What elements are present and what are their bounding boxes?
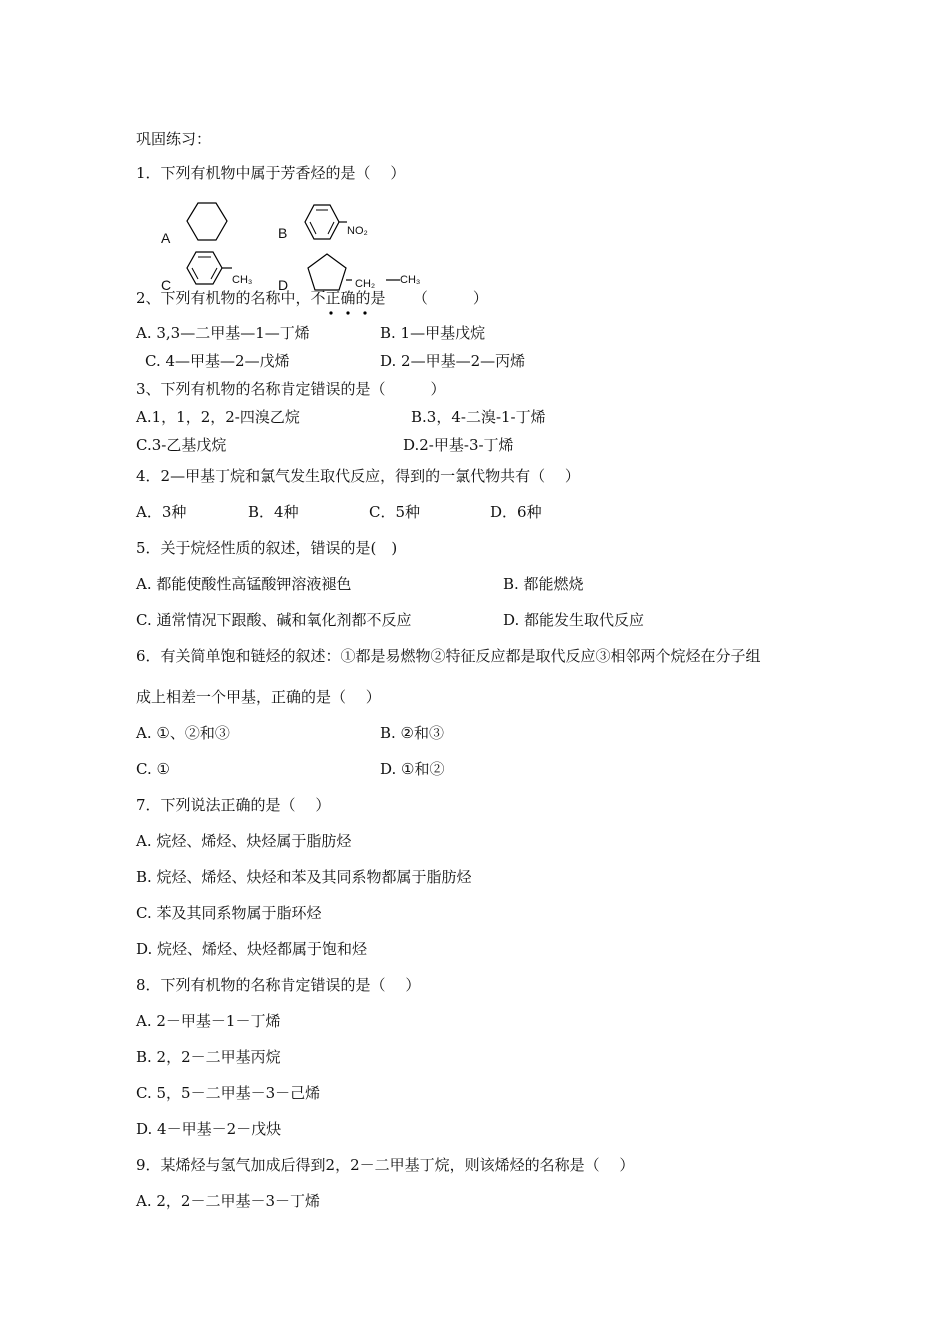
question-6-option-b: B. ②和③ xyxy=(380,724,445,742)
question-2-stem: 2、下列有机物的名称中，不正确的是 （ ） xyxy=(136,289,488,307)
question-5-option-c: C. 通常情况下跟酸、碱和氧化剂都不反应 xyxy=(136,611,412,629)
question-8-option-d: D. 4－甲基－2－戊炔 xyxy=(136,1120,282,1138)
figure-label-b: B xyxy=(278,225,288,241)
question-8-option-c: C. 5，5－二甲基－3－己烯 xyxy=(136,1084,321,1102)
question-8-option-a: A. 2－甲基－1－丁烯 xyxy=(136,1012,281,1030)
cyclohexane-ring-icon xyxy=(187,203,227,240)
question-5-option-d: D. 都能发生取代反应 xyxy=(503,611,645,629)
question-7-stem: 7．下列说法正确的是（ ） xyxy=(136,796,331,814)
question-6-stem-cont: 成上相差一个甲基，正确的是（ ） xyxy=(136,688,381,706)
question-9-option-a: A. 2，2－二甲基－3－丁烯 xyxy=(136,1192,320,1210)
cyclopentane-ring-icon xyxy=(308,254,346,290)
emphasis-dot xyxy=(346,311,349,314)
emphasis-dot xyxy=(329,311,332,314)
question-2-option-b: B. 1—甲基戊烷 xyxy=(380,324,486,342)
question-7-option-a: A. 烷烃、烯烃、炔烃属于脂肪烃 xyxy=(136,832,352,850)
question-3-option-d: D.2-甲基-3-丁烯 xyxy=(403,436,514,454)
substituent-methyl: CH₃ xyxy=(232,274,253,286)
question-4-option-d: D．6种 xyxy=(490,503,542,521)
question-5-stem: 5．关于烷烃性质的叙述，错误的是( ) xyxy=(136,539,398,557)
question-5-option-a: A. 都能使酸性高锰酸钾溶液褪色 xyxy=(136,575,352,593)
question-6-option-c: C. ① xyxy=(136,760,170,778)
question-3-option-a: A.1，1，2，2-四溴乙烷 xyxy=(136,408,300,426)
question-6-option-a: A. ①、②和③ xyxy=(136,724,230,742)
question-3-stem: 3、下列有机物的名称肯定错误的是（ ） xyxy=(136,380,446,398)
question-1-stem: 1．下列有机物中属于芳香烃的是（ ） xyxy=(136,164,406,182)
question-3-option-c: C.3-乙基戊烷 xyxy=(136,436,227,454)
question-2-option-d: D. 2—甲基—2—丙烯 xyxy=(380,352,526,370)
question-2-option-a: A. 3,3—二甲基—1—丁烯 xyxy=(136,324,310,342)
question-8-option-b: B. 2，2－二甲基丙烷 xyxy=(136,1048,281,1066)
question-5-option-b: B. 都能燃烧 xyxy=(503,575,584,593)
question-4-option-a: A．3种 xyxy=(136,503,187,521)
figure-label-a: A xyxy=(161,230,171,246)
question-3-option-b: B.3，4-二溴-1-丁烯 xyxy=(411,408,546,426)
question-8-stem: 8．下列有机物的名称肯定错误的是（ ） xyxy=(136,976,421,994)
question-4-stem: 4．2—甲基丁烷和氯气发生取代反应，得到的一氯代物共有（ ） xyxy=(136,467,580,485)
substituent-methyl-2: CH₃ xyxy=(400,274,421,286)
question-4-option-c: C．5种 xyxy=(369,503,421,521)
question-4-option-b: B．4种 xyxy=(248,503,299,521)
question-6-option-d: D. ①和② xyxy=(380,760,445,778)
question-7-option-c: C. 苯及其同系物属于脂环烃 xyxy=(136,904,322,922)
question-6-stem: 6．有关简单饱和链烃的叙述：①都是易燃物②特征反应都是取代反应③相邻两个烷烃在分子组 xyxy=(136,647,761,665)
substituent-methylene: CH₂ xyxy=(355,278,376,290)
emphasis-dot xyxy=(363,311,366,314)
question-2-option-c: C. 4—甲基—2—戊烯 xyxy=(145,352,290,370)
question-9-stem: 9．某烯烃与氢气加成后得到2，2－二甲基丁烷，则该烯烃的名称是（ ） xyxy=(136,1156,635,1174)
section-title: 巩固练习： xyxy=(136,130,212,148)
question-7-option-d: D. 烷烃、烯烃、炔烃都属于饱和烃 xyxy=(136,940,368,958)
question-7-option-b: B. 烷烃、烯烃、炔烃和苯及其同系物都属于脂肪烃 xyxy=(136,868,472,886)
figure-label-d: D xyxy=(278,277,289,293)
figure-label-c: C xyxy=(161,277,172,293)
substituent-nitro: NO₂ xyxy=(347,225,368,237)
